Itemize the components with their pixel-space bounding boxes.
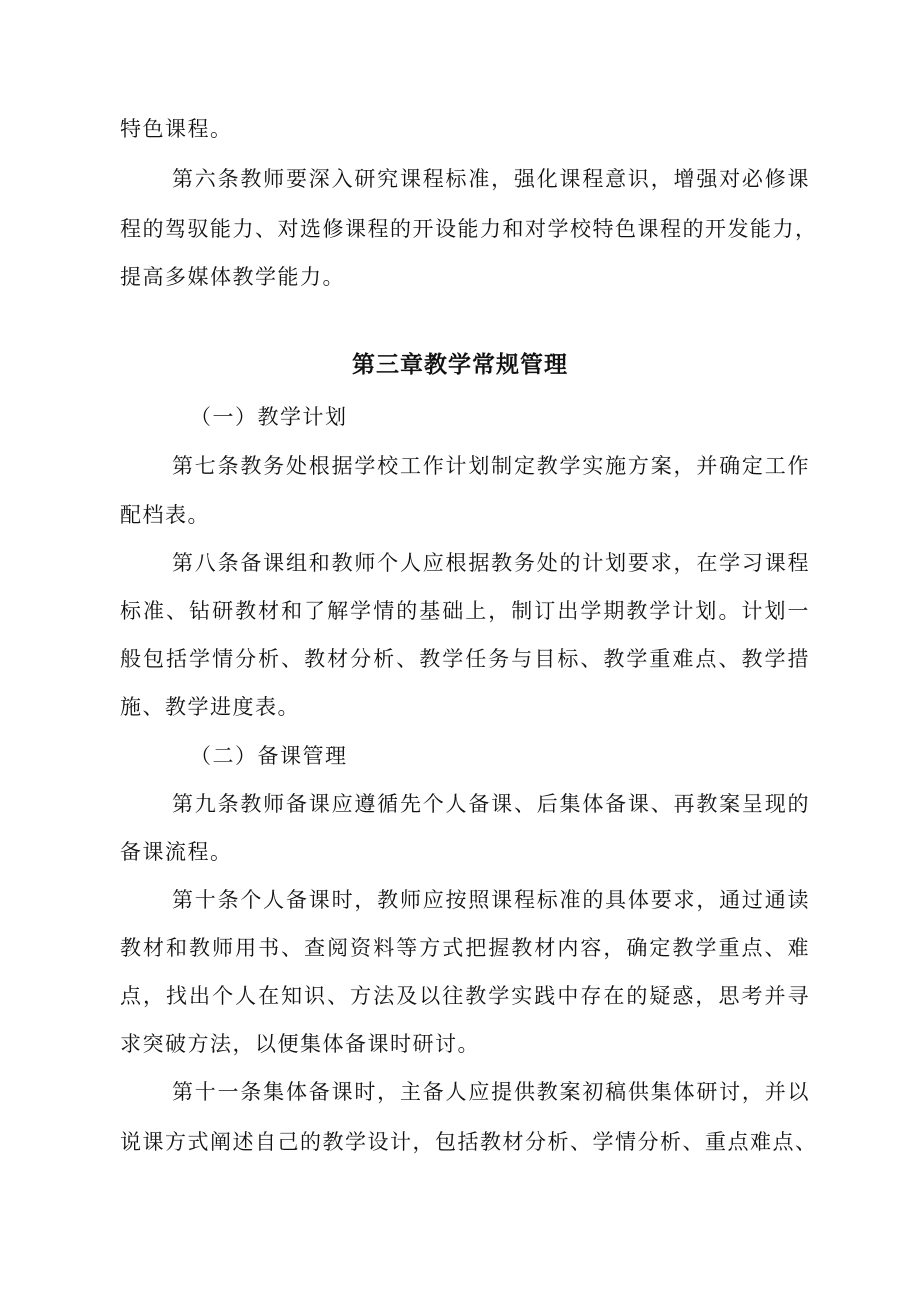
article-10-line: 第十条个人备课时，教师应按照课程标准的具体要求，通过通读 xyxy=(172,888,810,912)
section-heading: （二）备课管理 xyxy=(190,744,348,768)
article-9-line: 第九条教师备课应遵循先个人备课、后集体备课、再教案呈现的 xyxy=(172,792,810,816)
paragraph-line: 施、教学进度表。 xyxy=(120,695,300,719)
paragraph-line: 说课方式阐述自己的教学设计，包括教材分析、学情分析、重点难点、 xyxy=(120,1130,818,1154)
paragraph-line: 教材和教师用书、查阅资料等方式把握教材内容，确定教学重点、难 xyxy=(120,936,810,960)
article-6-line: 第六条教师要深入研究课程标准，强化课程意识，增强对必修课 xyxy=(172,167,810,191)
article-8-line: 第八条备课组和教师个人应根据教务处的计划要求，在学习课程 xyxy=(172,551,810,575)
article-11-line: 第十一条集体备课时，主备人应提供教案初稿供集体研讨，并以 xyxy=(172,1080,810,1104)
paragraph-line: 配档表。 xyxy=(120,503,210,527)
paragraph-line: 标准、钻研教材和了解学情的基础上，制订出学期教学计划。计划一 xyxy=(120,599,810,623)
paragraph-line: 点，找出个人在知识、方法及以往教学实践中存在的疑惑，思考并寻 xyxy=(120,984,810,1008)
paragraph-line: 求突破方法，以便集体备课时研讨。 xyxy=(120,1032,480,1056)
section-heading: （一）教学计划 xyxy=(190,405,348,429)
article-7-line: 第七条教务处根据学校工作计划制定教学实施方案，并确定工作 xyxy=(172,454,810,478)
paragraph-line: 程的驾驭能力、对选修课程的开设能力和对学校特色课程的开发能力， xyxy=(120,217,818,241)
chapter-title: 第三章教学常规管理 xyxy=(352,352,568,378)
paragraph-line: 提高多媒体教学能力。 xyxy=(120,265,345,289)
paragraph-line: 特色课程。 xyxy=(120,117,233,141)
paragraph-line: 般包括学情分析、教材分析、教学任务与目标、教学重难点、教学措 xyxy=(120,647,810,671)
paragraph-line: 备课流程。 xyxy=(120,840,233,864)
